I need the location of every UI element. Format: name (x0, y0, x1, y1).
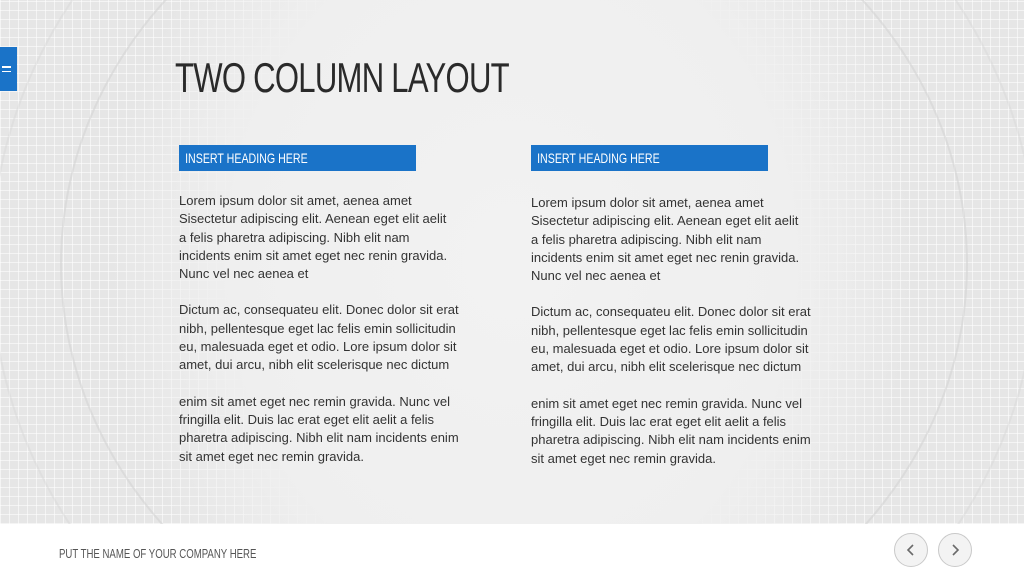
menu-toggle-button[interactable] (0, 47, 17, 91)
previous-slide-button[interactable] (894, 533, 928, 567)
body-paragraph: enim sit amet eget nec remin gravida. Nunc vel fringilla elit. Duis lac erat eget elit aelit a felis pharetra adipiscing. Nibh elit nam incidents enim sit amet eget nec remin gravida. (179, 393, 459, 464)
next-slide-button[interactable] (938, 533, 972, 567)
body-paragraph: Dictum ac, consequateu elit. Donec dolor sit erat nibh, pellentesque eget lac felis emin sollicitudin eu, malesuada eget et odio. Lore ipsum dolor sit amet, dui arcu, nibh elit scelerisque nec dictum (179, 302, 459, 373)
column-body (531, 194, 837, 468)
page-title: TWO COLUMN LAYOUT (175, 54, 509, 101)
body-paragraph: enim sit amet eget nec remin gravida. Nunc vel fringilla elit. Duis lac erat eget elit aelit a felis pharetra adipiscing. Nibh elit nam incidents enim sit amet eget nec remin gravida. (531, 395, 811, 466)
body-paragraph: Dictum ac, consequateu elit. Donec dolor sit erat nibh, pellentesque eget lac felis emin sollicitudin eu, malesuada eget et odio. Lore ipsum dolor sit amet, dui arcu, nibh elit scelerisque nec dictum (531, 304, 811, 375)
chevron-left-icon (904, 543, 918, 557)
company-name: PUT THE NAME OF YOUR COMPANY HERE (59, 546, 257, 561)
menu-icon (2, 66, 11, 72)
chevron-right-icon (948, 543, 962, 557)
column-heading-bar (179, 145, 416, 171)
body-paragraph: Lorem ipsum dolor sit amet, aenea amet Sisectetur adipiscing elit. Aenean eget elit aelit a felis pharetra adipiscing. Nibh elit nam incidents enim sit amet eget nec renin gravida. Nunc vel nec aenea et (179, 193, 448, 282)
body-paragraph: Lorem ipsum dolor sit amet, aenea amet Sisectetur adipiscing elit. Aenean eget elit aelit a felis pharetra adipiscing. Nibh elit nam incidents enim sit amet eget nec renin gravida. Nunc vel nec aenea et (531, 195, 800, 284)
column-heading: INSERT HEADING HERE (537, 150, 660, 166)
column-body (179, 192, 485, 466)
column-right (531, 145, 837, 486)
column-heading: INSERT HEADING HERE (185, 150, 308, 166)
column-left (179, 145, 485, 484)
column-heading-bar (531, 145, 768, 171)
